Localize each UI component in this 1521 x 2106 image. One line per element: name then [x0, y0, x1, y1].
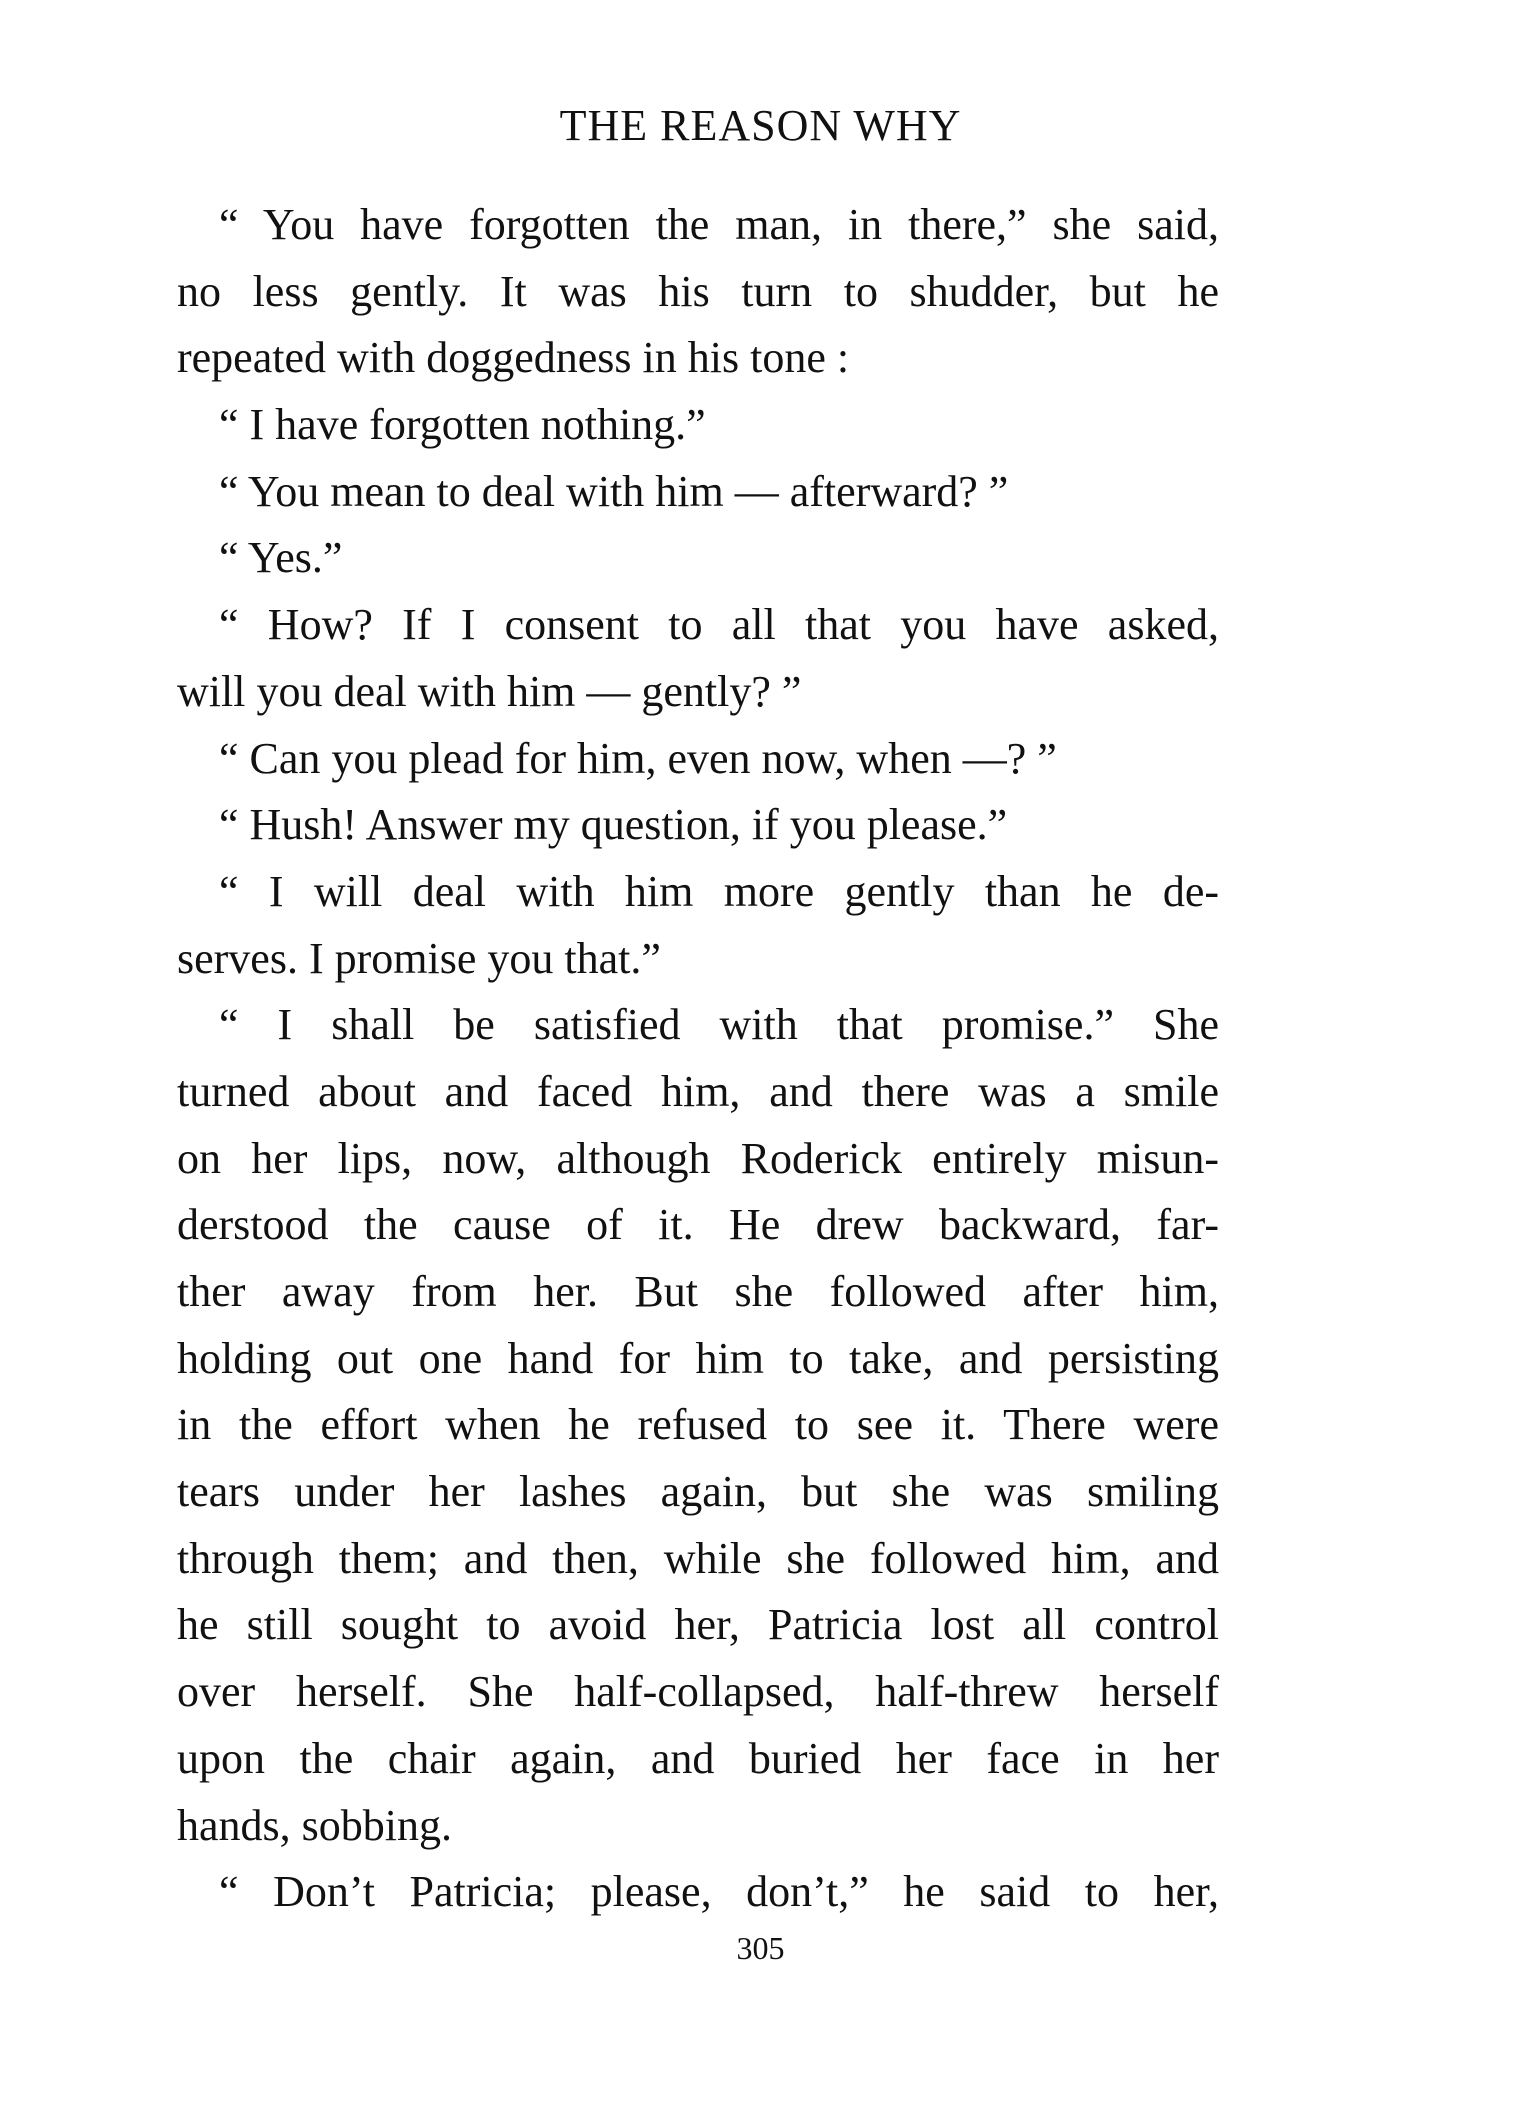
text-line: upon the chair again, and buried her face in her: [177, 1733, 1219, 1783]
text-line: repeated with doggedness in his tone :: [177, 333, 850, 383]
page-number: 305: [736, 1930, 785, 1966]
text-line: serves. I promise you that.”: [177, 933, 661, 983]
text-line: on her lips, now, although Roderick entirely misun-: [177, 1133, 1219, 1183]
text-line: “ You mean to deal with him — afterward? ”: [219, 466, 1009, 516]
text-line: “ Yes.”: [219, 533, 343, 583]
text-line: “ I will deal with him more gently than he de-: [219, 866, 1219, 916]
text-line: through them; and then, while she followed him, and: [177, 1533, 1219, 1583]
text-line: “ Can you plead for him, even now, when —? ”: [219, 733, 1057, 783]
text-line: “ How? If I consent to all that you have asked,: [219, 600, 1219, 650]
text-line: will you deal with him — gently? ”: [177, 666, 802, 716]
running-head: THE REASON WHY: [559, 101, 962, 150]
text-line: over herself. She half-collapsed, half-threw herself: [177, 1667, 1219, 1717]
text-line: he still sought to avoid her, Patricia lost all control: [177, 1600, 1219, 1650]
text-line: “ Don’t Patricia; please, don’t,” he said to her,: [219, 1867, 1219, 1917]
text-line: hands, sobbing.: [177, 1800, 452, 1850]
text-line: no less gently. It was his turn to shudder, but he: [177, 266, 1219, 316]
text-line: derstood the cause of it. He drew backward, far-: [177, 1200, 1219, 1250]
text-line: holding out one hand for him to take, and persisting: [177, 1333, 1219, 1383]
text-line: ther away from her. But she followed after him,: [177, 1267, 1219, 1316]
text-line: “ I have forgotten nothing.”: [219, 400, 706, 450]
text-line: tears under her lashes again, but she was smiling: [177, 1467, 1219, 1517]
text-line: in the effort when he refused to see it. There were: [177, 1400, 1219, 1450]
text-line: “ Hush! Answer my question, if you please.”: [219, 800, 1008, 850]
text-line: “ I shall be satisfied with that promise.” She: [219, 1000, 1219, 1050]
text-line: turned about and faced him, and there was a smile: [177, 1066, 1219, 1116]
body-text: [177, 192, 1219, 1926]
text-line: “ You have forgotten the man, in there,” she said,: [219, 200, 1219, 249]
